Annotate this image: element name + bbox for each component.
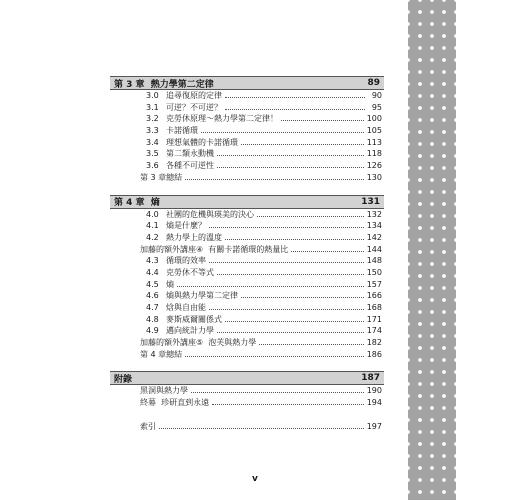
chapter-page: 89 bbox=[367, 78, 380, 88]
entry-page: 134 bbox=[366, 221, 382, 231]
entry-title: 熵與熱力學第二定律 bbox=[166, 291, 238, 301]
entry-title: 黑洞與熱力學 bbox=[140, 386, 188, 396]
toc-entry[interactable] bbox=[110, 314, 384, 326]
toc-entry[interactable] bbox=[110, 290, 384, 302]
entry-number: 4.3 bbox=[146, 256, 159, 266]
entry-number: 3.0 bbox=[146, 91, 159, 100]
entry-title: 加藤的額外講座④ 有關卡諾循環的熱量比 bbox=[140, 244, 289, 254]
entry-title: 克勞休原理～熱力學第二定律！ bbox=[166, 114, 278, 124]
leader-dots bbox=[217, 148, 364, 156]
entry-page: 144 bbox=[366, 244, 382, 254]
leader-dots bbox=[225, 314, 364, 322]
toc-entry[interactable] bbox=[110, 349, 384, 361]
entry-number: 3.3 bbox=[146, 126, 159, 136]
leader-dots bbox=[209, 302, 364, 310]
entry-title: 焓與自由能 bbox=[166, 303, 206, 312]
entry-page: 174 bbox=[366, 326, 382, 336]
toc-entry[interactable] bbox=[110, 148, 384, 160]
entry-page: 182 bbox=[366, 338, 382, 348]
entry-title: 社團的危機與瑛美的決心 bbox=[166, 209, 254, 219]
appendix-section bbox=[110, 371, 384, 432]
entry-page: 150 bbox=[366, 267, 382, 277]
chapter-4-section bbox=[110, 195, 384, 361]
chapter-page: 131 bbox=[361, 196, 380, 207]
entry-page: 166 bbox=[366, 291, 382, 301]
leader-dots bbox=[225, 232, 364, 240]
entry-number: 4.5 bbox=[146, 279, 159, 289]
leader-dots bbox=[257, 209, 364, 217]
toc-entry[interactable] bbox=[110, 220, 384, 232]
leader-dots bbox=[241, 290, 364, 298]
entry-page: 130 bbox=[366, 172, 382, 182]
leader-dots bbox=[201, 125, 364, 133]
toc-entry[interactable] bbox=[110, 113, 384, 125]
entry-page: 186 bbox=[366, 349, 382, 359]
entry-title: 追尋復原的定律 bbox=[166, 91, 222, 100]
entry-title: 加藤的額外講座⑤ 泡芙與熱力學 bbox=[140, 338, 257, 348]
leader-dots bbox=[259, 337, 363, 345]
entry-title: 熱力學上的溫度 bbox=[166, 232, 222, 242]
entry-title: 第二類永動機 bbox=[166, 149, 214, 159]
chapter-3-section bbox=[110, 76, 384, 184]
entry-title: 克勞休不等式 bbox=[166, 267, 214, 277]
entry-page: 190 bbox=[366, 386, 382, 396]
entry-page: 113 bbox=[366, 137, 382, 147]
entry-title: 循環的效率 bbox=[166, 256, 206, 266]
entry-number: 4.8 bbox=[146, 314, 159, 324]
leader-dots bbox=[185, 349, 364, 357]
entry-page: 118 bbox=[366, 149, 382, 159]
entry-page: 126 bbox=[366, 161, 382, 171]
entry-number: 4.2 bbox=[146, 232, 159, 242]
entry-page: 90 bbox=[371, 91, 382, 100]
entry-page: 148 bbox=[366, 256, 382, 266]
leader-dots bbox=[217, 160, 364, 168]
leader-dots bbox=[212, 397, 364, 405]
entry-title: 第 4 章總結 bbox=[140, 349, 183, 359]
entry-title: 索引 bbox=[140, 421, 156, 431]
toc-entry[interactable] bbox=[110, 279, 384, 291]
leader-dots bbox=[217, 325, 364, 333]
chapter-4-header[interactable] bbox=[110, 195, 384, 209]
toc-entry[interactable] bbox=[110, 90, 384, 102]
leader-dots bbox=[225, 102, 365, 110]
toc-entry[interactable] bbox=[110, 267, 384, 279]
toc-entry-extra-lecture[interactable] bbox=[110, 337, 384, 349]
entry-page: 100 bbox=[366, 114, 382, 124]
chapter-title: 第 3 章 熱力學第二定律 bbox=[114, 79, 214, 90]
toc-entry[interactable] bbox=[110, 209, 384, 221]
toc-entry[interactable] bbox=[110, 125, 384, 137]
toc-entry[interactable] bbox=[110, 102, 384, 114]
entry-number: 3.5 bbox=[146, 149, 159, 159]
toc-entry[interactable] bbox=[110, 172, 384, 184]
leader-dots bbox=[185, 172, 364, 180]
chapter-title: 第 4 章 熵 bbox=[114, 198, 160, 208]
page-number: v bbox=[252, 474, 258, 484]
entry-page: 142 bbox=[366, 232, 382, 242]
entry-number: 4.1 bbox=[146, 221, 159, 231]
entry-title: 理想氣體的卡諾循環 bbox=[166, 137, 238, 147]
toc-entry-extra-lecture[interactable] bbox=[110, 244, 384, 256]
toc-entry[interactable] bbox=[110, 160, 384, 172]
entry-page: 168 bbox=[366, 303, 382, 312]
toc-entry-index[interactable] bbox=[110, 421, 384, 433]
entry-title: 各種不可逆性 bbox=[166, 161, 214, 171]
leader-dots bbox=[191, 385, 364, 393]
toc-entry[interactable] bbox=[110, 397, 384, 409]
toc-entry[interactable] bbox=[110, 255, 384, 267]
appendix-header[interactable] bbox=[110, 371, 384, 385]
appendix-title: 附錄 bbox=[114, 374, 133, 385]
entry-number: 4.0 bbox=[146, 209, 159, 219]
toc-entry[interactable] bbox=[110, 385, 384, 397]
leader-dots bbox=[241, 137, 364, 145]
entry-title: 卡諾循環 bbox=[166, 126, 198, 136]
leader-dots bbox=[159, 421, 364, 429]
entry-title: 邁向統計力學 bbox=[166, 326, 214, 336]
table-of-contents bbox=[110, 76, 384, 443]
entry-number: 4.6 bbox=[146, 291, 159, 301]
chapter-3-header[interactable] bbox=[110, 76, 384, 90]
entry-number: 3.2 bbox=[146, 114, 159, 124]
toc-entry[interactable] bbox=[110, 232, 384, 244]
leader-dots bbox=[177, 279, 364, 287]
entry-page: 157 bbox=[366, 279, 382, 289]
entry-page: 171 bbox=[366, 314, 382, 324]
entry-title: 終幕 珍研直到永遠 bbox=[140, 398, 210, 408]
entry-page: 95 bbox=[371, 102, 382, 112]
entry-number: 3.1 bbox=[146, 102, 159, 112]
toc-entry[interactable] bbox=[110, 302, 384, 314]
leader-dots bbox=[217, 267, 364, 275]
leader-dots bbox=[291, 244, 363, 252]
entry-page: 132 bbox=[366, 209, 382, 219]
entry-number: 4.9 bbox=[146, 326, 159, 336]
entry-number: 4.4 bbox=[146, 267, 159, 277]
dotted-side-strip bbox=[408, 0, 456, 500]
entry-title: 熵是什麼？ bbox=[166, 221, 206, 231]
leader-dots bbox=[209, 255, 364, 263]
entry-title: 可逆？不可逆？ bbox=[166, 102, 222, 112]
entry-number: 4.7 bbox=[146, 303, 159, 312]
entry-number: 3.4 bbox=[146, 137, 159, 147]
leader-dots bbox=[209, 220, 364, 228]
entry-title: 第 3 章總結 bbox=[140, 172, 183, 182]
toc-entry[interactable] bbox=[110, 137, 384, 149]
leader-dots bbox=[281, 113, 364, 121]
entry-page: 105 bbox=[366, 126, 382, 136]
entry-number: 3.6 bbox=[146, 161, 159, 171]
entry-page: 197 bbox=[366, 421, 382, 431]
entry-title: 麥斯威爾關係式 bbox=[166, 314, 222, 324]
entry-page: 194 bbox=[366, 398, 382, 408]
toc-entry[interactable] bbox=[110, 325, 384, 337]
spacer bbox=[110, 409, 384, 421]
leader-dots bbox=[225, 90, 365, 98]
appendix-page: 187 bbox=[361, 373, 380, 384]
entry-title: 熵 bbox=[166, 279, 174, 289]
